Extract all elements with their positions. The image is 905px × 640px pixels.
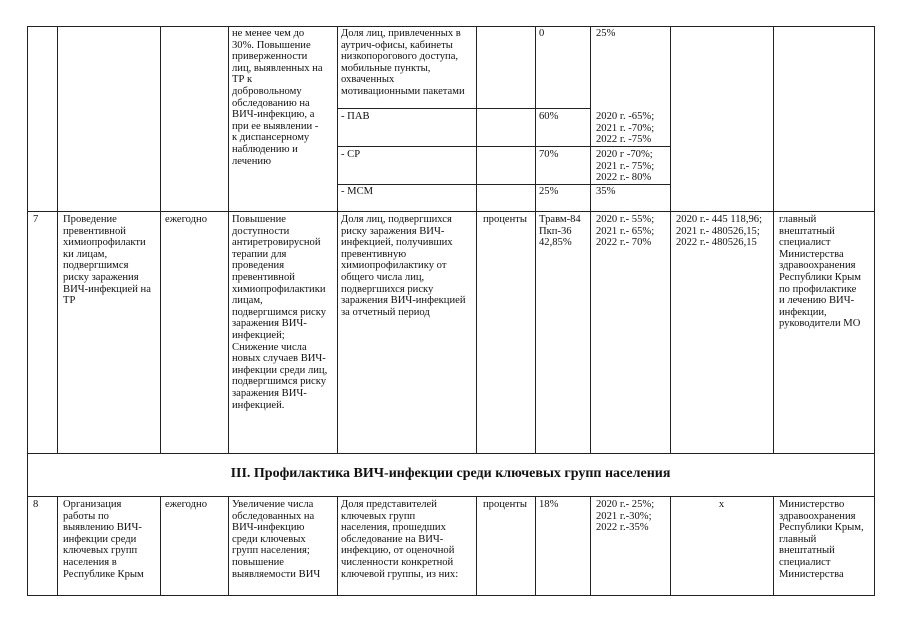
col-border (874, 496, 875, 596)
indicator-cell: - СР (341, 149, 361, 160)
row-number: 8 (33, 499, 39, 510)
col-border (228, 26, 229, 454)
funding-cell: 2020 г.- 445 118,96; 2021 г.- 480526,15; 2022 г.- 480526,15 (676, 214, 763, 249)
target-value-cell: 25% (596, 28, 616, 39)
indicator-cell: Доля лиц, привлеченных в аутрич-офисы, кабинеты низкопорогового доступа, мобильные пункты, охваченных мотивационными пакетами (341, 28, 465, 97)
period-cell: ежегодно (165, 499, 208, 510)
col-border (160, 26, 161, 454)
measure-name-cell: Проведение превентивной химиопрофилакти ки лицам, подвергшимся риску заражения ВИЧ-инфекцией на ТР (63, 214, 151, 307)
unit-cell: проценты (483, 499, 528, 510)
col-border (337, 496, 338, 596)
row-divider (337, 108, 590, 109)
indicator-cell: - ПАВ (341, 111, 370, 122)
col-border (57, 26, 58, 454)
section-heading: III. Профилактика ВИЧ-инфекции среди ключевых групп населения (230, 466, 671, 481)
unit-cell: проценты (483, 214, 528, 225)
base-value-cell: Травм-84 Пкп-36 42,85% (539, 214, 581, 249)
measure-name-cell: Организация работы по выявлению ВИЧ- инфекции среди ключевых групп населения в Республике Крым (63, 499, 144, 580)
col-border (773, 496, 774, 596)
row-divider (27, 496, 874, 497)
col-border (773, 26, 774, 454)
col-border (590, 496, 591, 596)
col-border (57, 496, 58, 596)
result-cell: Повышение доступности антиретровирусной терапии для проведения превентивной химиопрофилактики лицам, подвергшимся риску заражения ВИЧ- инфекцией; Снижение числа новых случаев ВИЧ- инфекции среди лиц, подвергшимся риску заражения ВИЧ- инфекцией. (232, 214, 328, 411)
col-border (476, 496, 477, 596)
period-cell: ежегодно (165, 214, 208, 225)
responsible-cell: Министерство здравоохранения Республики Крым, главный внештатный специалист Министерства (779, 499, 864, 580)
row-divider (337, 184, 670, 185)
col-border (476, 26, 477, 454)
col-border (670, 496, 671, 596)
col-border (874, 26, 875, 454)
target-value-cell: 35% (596, 186, 616, 197)
col-border (874, 453, 875, 497)
target-value-cell: 2020 г. -65%; 2021 г. -70%; 2022 г. -75% (596, 111, 655, 146)
col-border (160, 496, 161, 596)
base-value-cell: 60% (539, 111, 559, 122)
col-border (228, 496, 229, 596)
base-value-cell: 0 (539, 28, 545, 39)
table-bottom-border (27, 595, 874, 596)
responsible-cell: главный внештатный специалист Министерства здравоохранения Республики Крым по профилактике и лечению ВИЧ- инфекции, руководители МО (779, 214, 861, 330)
target-value-cell: 2020 г.- 55%; 2021 г.- 65%; 2022 г.- 70% (596, 214, 655, 249)
base-value-cell: 70% (539, 149, 559, 160)
indicator-cell: Доля представителей ключевых групп населения, прошедших обследование на ВИЧ- инфекцию, от оценочной численности конкретной ключевой группы, из них: (341, 499, 459, 580)
row-divider (27, 211, 874, 212)
target-value-cell: 2020 г.- 25%; 2021 г.-30%; 2022 г.-35% (596, 499, 655, 534)
col-border (27, 496, 28, 596)
col-border (590, 26, 591, 454)
col-border (337, 26, 338, 454)
indicator-cell: - МСМ (341, 186, 374, 197)
table-top-border (27, 26, 874, 27)
col-border (535, 496, 536, 596)
target-value-cell: 2020 г -70%; 2021 г.- 75%; 2022 г.- 80% (596, 149, 655, 184)
row-number: 7 (33, 214, 39, 225)
result-cell: не менее чем до 30%. Повышение приверженности лиц, выявленных на ТР к добровольному обследованию на ВИЧ-инфекцию, а при ее выявлении - к диспансерному наблюдению и лечению (232, 28, 323, 167)
base-value-cell: 25% (539, 186, 559, 197)
col-border (27, 26, 28, 454)
col-border (535, 26, 536, 454)
row-divider (27, 453, 874, 454)
result-cell: Увеличение числа обследованных на ВИЧ-инфекцию среди ключевых групп населения; повышение выявляемости ВИЧ (232, 499, 321, 580)
funding-cell: х (718, 499, 725, 510)
base-value-cell: 18% (539, 499, 559, 510)
col-border (670, 26, 671, 454)
indicator-cell: Доля лиц, подвергшихся риску заражения ВИЧ- инфекцией, получивших превентивную химиопрофилактику от общего числа лиц, подвергшихся риску заражения ВИЧ-инфекцией за отчетный период (341, 214, 466, 318)
row-divider (337, 146, 670, 147)
